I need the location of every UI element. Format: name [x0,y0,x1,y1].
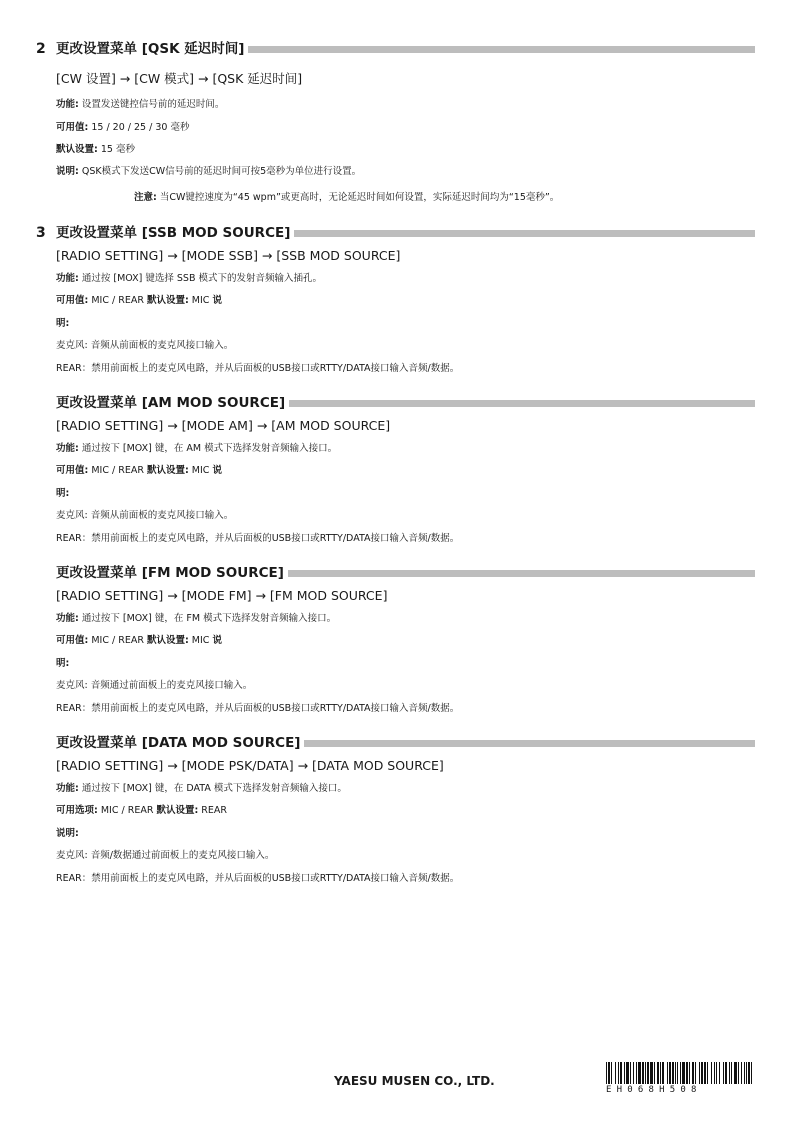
barcode-bar [682,1062,685,1084]
barcode-bar [746,1062,747,1084]
line-text: 通过按 [MOX] 键选择 SSB 模式下的发射音频输入插孔。 [81,273,322,284]
function-line [56,272,322,286]
section-data-header [56,734,755,752]
barcode-bar [744,1062,745,1084]
barcode-bar [707,1062,708,1084]
line-text: 15 毫秒 [100,144,135,155]
line-label: 可用值: [56,465,89,476]
description-line [56,165,361,179]
barcode-bar [711,1062,712,1084]
line-text: REAR：禁用前面板上的麦克风电路，并从后面板的USB接口或RTTY/DATA接口输入音频/数据。 [56,533,460,544]
section-title: 更改设置菜单 [QSK 延迟时间] [56,41,245,57]
barcode-bar [692,1062,694,1084]
section-rule [288,570,755,577]
description-label-line [56,487,69,501]
barcode-bar [624,1062,625,1084]
line-text: REAR：禁用前面板上的麦克风电路，并从后面板的USB接口或RTTY/DATA接口输入音频/数据。 [56,703,460,714]
line-label: 说明: [56,828,79,839]
barcode-bar [751,1062,752,1084]
note-label: 注意: [134,192,157,203]
rear-line [56,532,459,546]
section-qsk-header [36,40,755,58]
line-label: 功能: [56,443,79,454]
line-text: 通过按下 [MOX] 键，在 DATA 模式下选择发射音频输入接口。 [81,783,347,794]
menu-path: [CW 设置] → [CW 模式] → [QSK 延迟时间] [56,71,303,86]
values-line [56,804,227,818]
function-line [56,442,337,456]
function-line [56,612,336,626]
section-number: 2 [36,41,46,57]
note-line [134,191,559,205]
mic-line [56,509,233,523]
line-text: 通过按下 [MOX] 键，在 AM 模式下选择发射音频输入接口。 [81,443,338,454]
barcode-bar [686,1062,688,1084]
section-title: 更改设置菜单 [SSB MOD SOURCE] [56,225,291,241]
line-label-2: 默认设置: [146,465,189,476]
barcode-number: EH068H508 [606,1085,702,1095]
mic-line [56,339,233,353]
function-line [56,782,347,796]
barcode-bar [741,1062,742,1084]
barcode-bar [714,1062,715,1084]
barcode-bar [734,1062,737,1084]
line-label-2: 默认设置: [156,805,199,816]
barcode-bar [731,1062,732,1084]
values-line [56,464,222,478]
line-text: 麦克风: 音频/数据通过前面板上的麦克风接口输入。 [56,850,275,861]
line-label-3: 说 [212,295,222,306]
barcode-bar [748,1062,750,1084]
line-label: 功能: [56,613,79,624]
barcode-bar [654,1062,655,1084]
barcode-bar [695,1062,696,1084]
line-text: 麦克风: 音频从前面板的麦克风接口输入。 [56,510,234,521]
barcode-bar [689,1062,690,1084]
line-text: 15 / 20 / 25 / 30 毫秒 [91,122,190,133]
line-label: 明: [56,658,70,669]
line-text-2: MIC [191,295,213,306]
barcode-bar [723,1062,724,1084]
barcode-bar [606,1062,607,1084]
line-text-2: MIC [191,465,213,476]
barcode-bar [630,1062,631,1084]
company-name: YAESU MUSEN CO., LTD. [334,1074,495,1088]
line-text: MIC / REAR [91,635,147,646]
line-text-2: REAR [201,805,227,816]
line-label: 功能: [56,783,79,794]
line-text: REAR：禁用前面板上的麦克风电路，并从后面板的USB接口或RTTY/DATA接口输入音频/数据。 [56,873,460,884]
mic-line [56,849,274,863]
line-label: 可用值: [56,122,89,133]
barcode-bar [660,1062,661,1084]
values-line [56,634,222,648]
rear-line [56,362,459,376]
function-line [56,98,224,112]
line-text: QSK模式下发送CW信号前的延迟时间可按5毫秒为单位进行设置。 [81,166,362,177]
barcode-bar [701,1062,703,1084]
menu-path: [RADIO SETTING] → [MODE FM] → [FM MOD SOURCE] [56,588,388,603]
line-text: MIC / REAR [91,465,147,476]
barcode-bar [638,1062,641,1084]
section-rule [304,740,755,747]
barcode-bar [675,1062,676,1084]
section-title: 更改设置菜单 [FM MOD SOURCE] [56,565,284,581]
line-label-2: 默认设置: [146,295,189,306]
barcode-bar [716,1062,717,1084]
barcode-bar [650,1062,653,1084]
line-label: 功能: [56,99,79,110]
barcode-bar [620,1062,622,1084]
line-label: 明: [56,488,70,499]
barcode-icon [606,1062,754,1084]
note-text: 当CW键控速度为“45 wpm”或更高时，无论延迟时间如何设置，实际延迟时间均为“15毫秒”。 [159,192,560,203]
barcode-bar [657,1062,659,1084]
menu-path: [RADIO SETTING] → [MODE AM] → [AM MOD SOURCE] [56,418,391,433]
barcode-bar [618,1062,619,1084]
line-label-2: 默认设置: [146,635,189,646]
barcode-bar [626,1062,629,1084]
default-line [56,143,135,157]
barcode-bar [738,1062,739,1084]
section-am-header [56,394,755,412]
barcode-bar [699,1062,700,1084]
line-label-3: 说 [212,465,222,476]
line-text: MIC / REAR [91,295,147,306]
barcode-bar [669,1062,671,1084]
section-rule [248,46,755,53]
line-label: 可用选项: [56,805,98,816]
rear-line [56,702,459,716]
line-text: 麦克风: 音频从前面板的麦克风接口输入。 [56,340,234,351]
rear-line [56,872,459,886]
section-title: 更改设置菜单 [DATA MOD SOURCE] [56,735,301,751]
barcode-bar [608,1062,610,1084]
line-text: MIC / REAR [100,805,157,816]
barcode-bar [611,1062,612,1084]
barcode-bar [672,1062,674,1084]
values-line [56,294,222,308]
barcode-bar [615,1062,616,1084]
barcode-bar [680,1062,681,1084]
barcode-bar [729,1062,730,1084]
menu-path: [RADIO SETTING] → [MODE PSK/DATA] → [DATA MOD SOURCE] [56,758,444,773]
line-label: 可用值: [56,295,89,306]
mic-line [56,679,252,693]
barcode-bar [677,1062,678,1084]
section-fm-header [56,564,755,582]
description-label-line [56,317,69,331]
barcode-bar [667,1062,668,1084]
line-text: 通过按下 [MOX] 键，在 FM 模式下选择发射音频输入接口。 [81,613,337,624]
barcode-bar [645,1062,646,1084]
menu-path: [RADIO SETTING] → [MODE SSB] → [SSB MOD SOURCE] [56,248,401,263]
line-label: 功能: [56,273,79,284]
line-label: 默认设置: [56,144,98,155]
section-rule [294,230,755,237]
barcode-bar [647,1062,649,1084]
line-text: REAR：禁用前面板上的麦克风电路，并从后面板的USB接口或RTTY/DATA接口输入音频/数据。 [56,363,460,374]
section-number: 3 [36,225,46,241]
description-label-line [56,657,69,671]
line-label-3: 说 [212,635,222,646]
section-rule [289,400,755,407]
barcode-bar [662,1062,664,1084]
section-title: 更改设置菜单 [AM MOD SOURCE] [56,395,286,411]
barcode-bar [719,1062,720,1084]
barcode-bar [636,1062,637,1084]
description-label-line [56,827,79,841]
barcode-bar [633,1062,634,1084]
line-text-2: MIC [191,635,213,646]
values-line [56,121,189,135]
line-label: 可用值: [56,635,89,646]
barcode-bar [642,1062,644,1084]
barcode-bar [704,1062,706,1084]
line-label: 明: [56,318,70,329]
barcode-bar [725,1062,727,1084]
line-label: 说明: [56,166,79,177]
section-ssb-header [36,224,755,242]
line-text: 麦克风: 音频通过前面板上的麦克风接口输入。 [56,680,253,691]
line-text: 设置发送键控信号前的延迟时间。 [81,99,225,110]
